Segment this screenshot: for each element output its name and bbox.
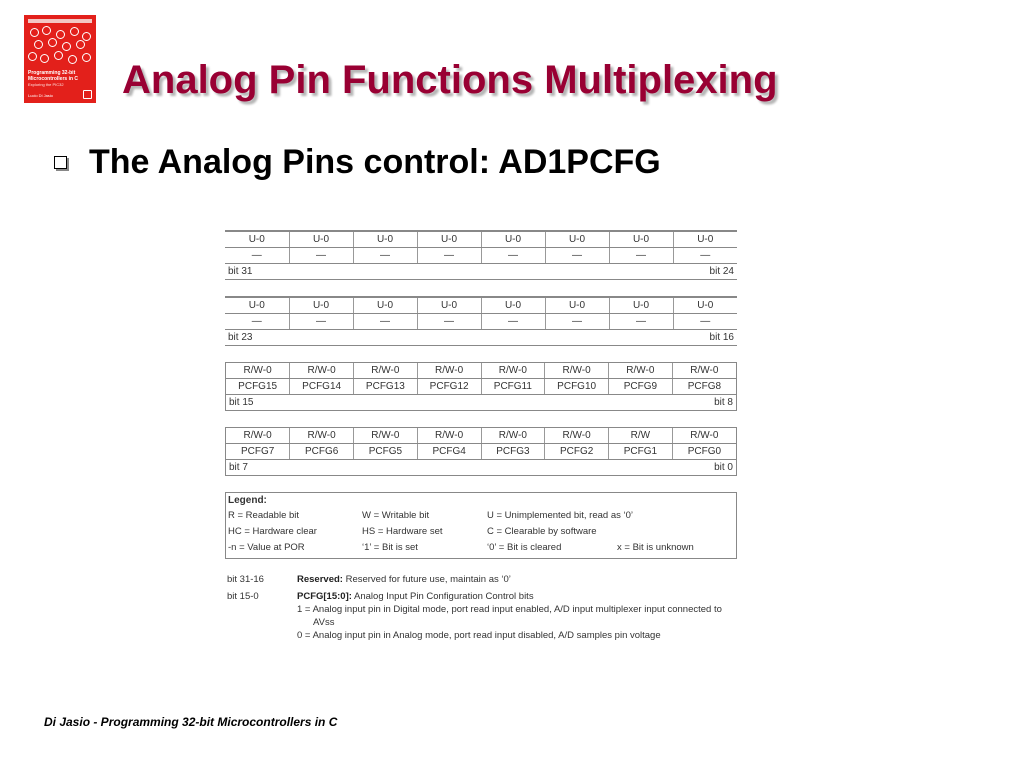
access-cell: U-0 xyxy=(353,232,417,248)
description-field-name: PCFG[15:0]: xyxy=(297,591,352,602)
legend-title: Legend: xyxy=(228,495,267,506)
description-text: Reserved for future use, maintain as ‘0’ xyxy=(342,574,511,585)
access-row xyxy=(226,428,736,444)
description-pcfg xyxy=(225,590,737,642)
bit-name-cell: PCFG9 xyxy=(609,379,673,395)
access-cell: R/W-0 xyxy=(417,363,481,379)
access-cell: U-0 xyxy=(225,232,289,248)
bit-name-cell: PCFG0 xyxy=(672,444,736,460)
legend-entry: U = Unimplemented bit, read as ‘0’ xyxy=(487,510,634,521)
bit-name-cell: PCFG10 xyxy=(545,379,609,395)
legend-entry: W = Writable bit xyxy=(362,510,430,521)
access-row xyxy=(226,363,736,379)
access-cell: U-0 xyxy=(353,298,417,314)
access-cell: R/W-0 xyxy=(481,428,545,444)
bit-name-cell: — xyxy=(609,314,673,330)
register-legend xyxy=(225,492,737,559)
access-cell: R/W-0 xyxy=(290,363,354,379)
bit-name-cell: PCFG5 xyxy=(354,444,418,460)
access-cell: U-0 xyxy=(417,298,481,314)
bit-name-cell: PCFG1 xyxy=(609,444,673,460)
bit-low-label: bit 16 xyxy=(709,332,734,343)
bit-name-cell: PCFG8 xyxy=(672,379,736,395)
bit-name-cell: PCFG14 xyxy=(290,379,354,395)
access-cell: U-0 xyxy=(481,232,545,248)
access-cell: U-0 xyxy=(417,232,481,248)
bit-name-cell: PCFG15 xyxy=(226,379,290,395)
bit-range-row xyxy=(225,330,737,346)
slide-footer: Di Jasio - Programming 32-bit Microcontrollers in C xyxy=(44,715,338,729)
access-cell: R/W-0 xyxy=(354,428,418,444)
access-cell: U-0 xyxy=(673,232,737,248)
bit-name-cell: — xyxy=(417,314,481,330)
description-line xyxy=(297,573,737,586)
bit-low-label: bit 8 xyxy=(714,397,733,408)
access-cell: U-0 xyxy=(609,232,673,248)
access-cell: R/W-0 xyxy=(417,428,481,444)
bit-name-cell: — xyxy=(545,314,609,330)
legend-entry: HS = Hardware set xyxy=(362,526,443,537)
description-text: Analog Input Pin Configuration Control bits xyxy=(351,591,534,602)
bit-descriptions xyxy=(225,573,737,642)
legend-entry: C = Clearable by software xyxy=(487,526,597,537)
bit-name-cell: — xyxy=(225,248,289,264)
bullet-item xyxy=(54,143,661,182)
bit-name-cell: PCFG12 xyxy=(417,379,481,395)
bit-name-cell: — xyxy=(289,314,353,330)
access-row xyxy=(225,298,737,314)
access-cell: R/W-0 xyxy=(545,428,609,444)
bit-name-cell: PCFG2 xyxy=(545,444,609,460)
access-cell: U-0 xyxy=(545,298,609,314)
cover-subtitle: Exploring the PIC32 xyxy=(28,82,64,87)
access-row xyxy=(225,232,737,248)
description-body xyxy=(297,590,737,642)
bit-name-cell: — xyxy=(481,248,545,264)
register-bits-23-16 xyxy=(225,296,737,346)
description-line-0: 0 = Analog input pin in Analog mode, port read input disabled, A/D samples pin voltage xyxy=(297,630,661,641)
legend-entry: ‘1’ = Bit is set xyxy=(362,542,418,553)
legend-row xyxy=(228,508,736,524)
access-cell: U-0 xyxy=(289,298,353,314)
cover-author: Lucio Di Jasio xyxy=(28,93,53,98)
bit-name-cell: PCFG13 xyxy=(354,379,418,395)
bit-name-cell: — xyxy=(481,314,545,330)
bit-low-label: bit 0 xyxy=(714,462,733,473)
legend-row xyxy=(228,540,736,556)
bit-range-row xyxy=(225,264,737,280)
access-cell: R/W-0 xyxy=(481,363,545,379)
legend-entry: -n = Value at POR xyxy=(228,542,305,553)
access-cell: R/W-0 xyxy=(354,363,418,379)
bit-name-cell: — xyxy=(545,248,609,264)
slide-title: Analog Pin Functions Multiplexing xyxy=(122,58,778,102)
bit-name-cell: PCFG4 xyxy=(417,444,481,460)
book-cover-thumbnail xyxy=(24,15,96,103)
bit-range-row xyxy=(226,460,736,476)
access-cell: U-0 xyxy=(609,298,673,314)
legend-entry: R = Readable bit xyxy=(228,510,300,521)
access-cell: R/W-0 xyxy=(545,363,609,379)
register-table xyxy=(226,428,736,475)
publisher-logo-icon xyxy=(83,90,92,99)
bit-high-label: bit 7 xyxy=(229,462,248,473)
access-cell: R/W-0 xyxy=(226,428,290,444)
bit-name-row xyxy=(225,248,737,264)
legend-entry: ‘0’ = Bit is cleared xyxy=(487,542,562,553)
access-cell: U-0 xyxy=(289,232,353,248)
legend-entry: x = Bit is unknown xyxy=(617,542,694,553)
description-reserved xyxy=(225,573,737,586)
description-line xyxy=(297,590,737,603)
access-cell: R/W-0 xyxy=(226,363,290,379)
bit-high-label: bit 15 xyxy=(229,397,254,408)
square-bullet-icon xyxy=(54,156,67,169)
bit-name-cell: PCFG11 xyxy=(481,379,545,395)
cover-artwork xyxy=(28,26,92,68)
bit-high-label: bit 23 xyxy=(228,332,253,343)
bit-name-cell: — xyxy=(673,314,737,330)
access-cell: U-0 xyxy=(225,298,289,314)
register-table xyxy=(225,232,737,279)
bit-name-cell: — xyxy=(225,314,289,330)
description-line-1-cont: AVss xyxy=(313,617,335,628)
bit-name-cell: — xyxy=(673,248,737,264)
access-cell: R/W-0 xyxy=(609,363,673,379)
bit-low-label: bit 24 xyxy=(709,266,734,277)
bit-name-cell: PCFG7 xyxy=(226,444,290,460)
bit-high-label: bit 31 xyxy=(228,266,253,277)
bit-name-row xyxy=(226,379,736,395)
description-body xyxy=(297,573,737,586)
description-bit-range: bit 31-16 xyxy=(227,574,264,585)
access-cell: U-0 xyxy=(673,298,737,314)
ad1pcfg-register-figure xyxy=(225,230,737,642)
bit-name-cell: PCFG6 xyxy=(290,444,354,460)
description-field-name: Reserved: xyxy=(297,574,343,585)
bit-range-row xyxy=(226,395,736,411)
bullet-text: The Analog Pins control: AD1PCFG xyxy=(89,143,661,181)
bit-name-cell: PCFG3 xyxy=(481,444,545,460)
access-cell: R/W xyxy=(609,428,673,444)
register-bits-15-8 xyxy=(225,362,737,411)
register-table xyxy=(226,363,736,410)
cover-title: Programming 32-bit Microcontrollers in C xyxy=(28,70,79,82)
access-cell: R/W-0 xyxy=(672,428,736,444)
register-bits-31-24 xyxy=(225,230,737,280)
bit-name-cell: — xyxy=(417,248,481,264)
bit-name-cell: — xyxy=(353,248,417,264)
legend-row xyxy=(228,524,736,540)
bit-name-cell: — xyxy=(353,314,417,330)
cover-banner xyxy=(28,19,92,23)
access-cell: R/W-0 xyxy=(290,428,354,444)
legend-entry: HC = Hardware clear xyxy=(228,526,317,537)
register-table xyxy=(225,298,737,345)
bit-name-cell: — xyxy=(609,248,673,264)
access-cell: R/W-0 xyxy=(672,363,736,379)
bit-name-row xyxy=(226,444,736,460)
register-bits-7-0 xyxy=(225,427,737,476)
description-bit-range: bit 15-0 xyxy=(227,591,259,602)
bit-name-cell: — xyxy=(289,248,353,264)
access-cell: U-0 xyxy=(545,232,609,248)
access-cell: U-0 xyxy=(481,298,545,314)
bit-name-row xyxy=(225,314,737,330)
description-line-1: 1 = Analog input pin in Digital mode, port read input enabled, A/D input multiplexer input connected to xyxy=(297,604,722,615)
